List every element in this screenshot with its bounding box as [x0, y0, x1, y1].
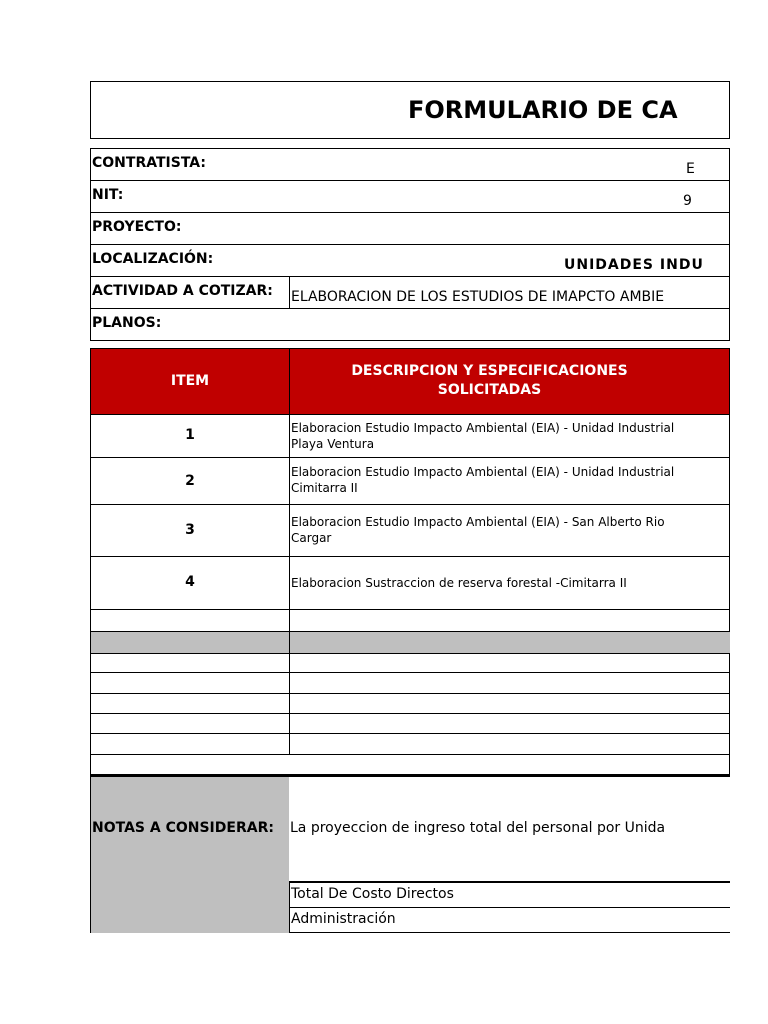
item-number: 2: [185, 473, 195, 489]
row-divider: [90, 556, 730, 557]
section-divider: [90, 775, 730, 777]
actividad-label: ACTIVIDAD A COTIZAR:: [92, 283, 273, 299]
localizacion-value[interactable]: UNIDADES INDU: [564, 257, 704, 273]
notes-text[interactable]: La proyeccion de ingreso total del personal por Unida: [290, 820, 666, 836]
notes-label: NOTAS A CONSIDERAR:: [92, 820, 274, 836]
divider: [90, 244, 730, 245]
totals-label-cell: [91, 882, 289, 933]
planos-label: PLANOS:: [92, 315, 162, 331]
localizacion-label: LOCALIZACIÓN:: [92, 251, 214, 267]
divider: [90, 308, 730, 309]
total-costo-directo-label: Total De Costo Directos: [291, 886, 454, 902]
proyecto-label: PROYECTO:: [92, 219, 182, 235]
row-divider: [289, 932, 730, 933]
row-divider: [90, 609, 730, 610]
item-desc-line2: Cimitarra II: [291, 481, 358, 495]
row-divider: [90, 631, 730, 632]
row-divider: [90, 713, 730, 714]
item-number: 1: [185, 427, 195, 443]
item-desc-line1: Elaboracion Estudio Impacto Ambiental (EIA) - Unidad Industrial: [291, 465, 675, 479]
administracion-label: Administración: [291, 911, 396, 927]
row-divider: [90, 733, 730, 734]
header-item-label: ITEM: [170, 373, 210, 389]
item-desc-line2: Playa Ventura: [291, 437, 375, 451]
row-divider: [90, 457, 730, 458]
row-divider: [90, 693, 730, 694]
gray-row-desc: [290, 632, 730, 653]
item-number: 3: [185, 522, 195, 538]
row-divider: [90, 754, 730, 755]
section-divider: [289, 881, 730, 883]
item-desc-line1: Elaboracion Sustraccion de reserva forestal -Cimitarra II: [291, 576, 627, 590]
nit-value[interactable]: 9: [683, 193, 692, 209]
divider: [90, 180, 730, 181]
nit-label: NIT:: [92, 187, 124, 203]
item-desc-line1: Elaboracion Estudio Impacto Ambiental (EIA) - Unidad Industrial: [291, 421, 675, 435]
divider: [90, 276, 730, 277]
form-title: FORMULARIO DE CA: [408, 96, 678, 124]
actividad-value[interactable]: ELABORACION DE LOS ESTUDIOS DE IMAPCTO AMBIE: [291, 289, 665, 305]
contratista-label: CONTRATISTA:: [92, 155, 206, 171]
divider: [90, 212, 730, 213]
row-divider: [90, 653, 730, 654]
gray-row-item: [91, 632, 289, 653]
header-desc-line1: DESCRIPCION Y ESPECIFICACIONES: [351, 363, 628, 379]
row-divider: [90, 504, 730, 505]
item-number: 4: [185, 574, 195, 590]
header-desc-line2: SOLICITADAS: [437, 382, 542, 398]
item-desc-line2: Cargar: [291, 531, 332, 545]
row-divider: [90, 672, 730, 673]
divider: [289, 276, 290, 308]
row-divider: [289, 907, 730, 908]
contratista-value[interactable]: E: [686, 161, 695, 177]
item-desc-line1: Elaboracion Estudio Impacto Ambiental (EIA) - San Alberto Rio: [291, 515, 665, 529]
